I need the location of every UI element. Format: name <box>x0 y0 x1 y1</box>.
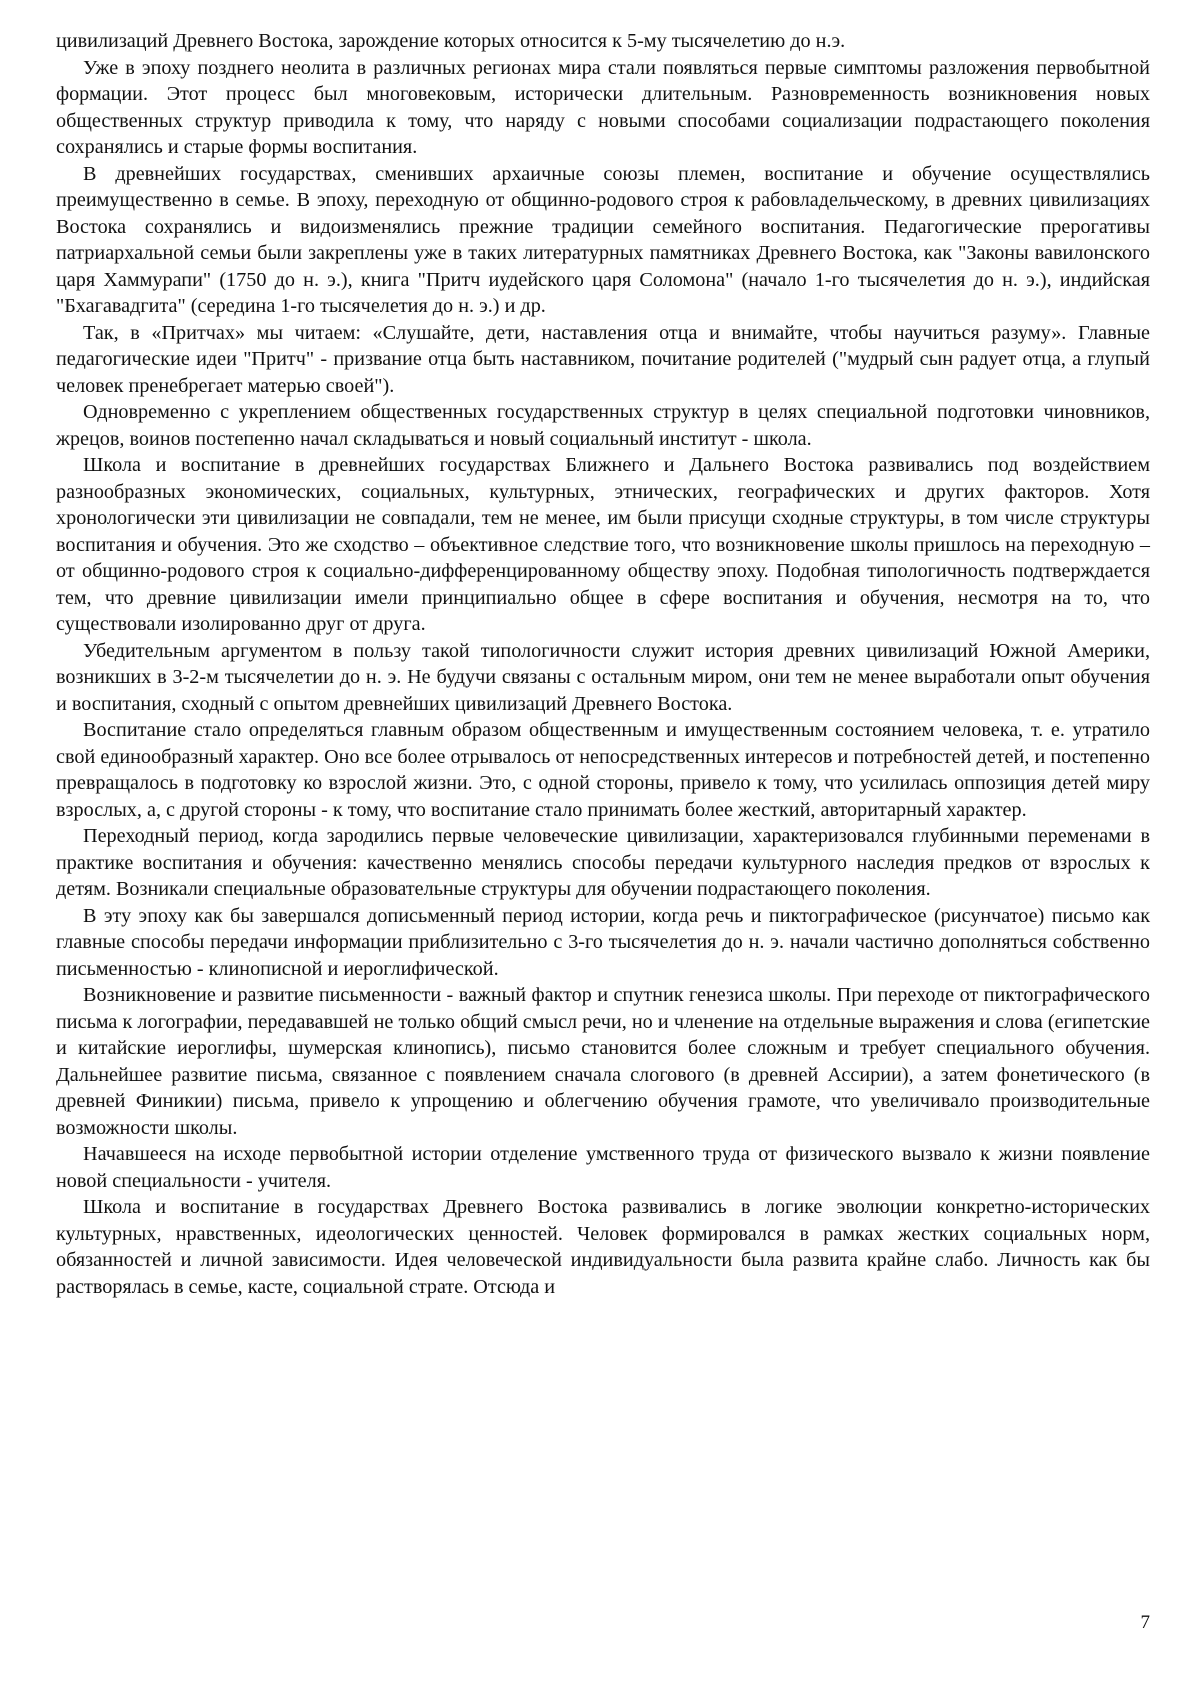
paragraph: Убедительным аргументом в пользу такой типологичности служит история древних цивилизаций Южной Америки, возникших в 3-2-м тысячелетии до н. э. Не будучи связаны с остальным миром, они тем не менее выработали опыт обучения и воспитания, сходный с опытом древнейших цивилизаций Древнего Востока. <box>56 639 1150 715</box>
paragraph: Возникновение и развитие письменности - важный фактор и спутник генезиса школы. При переходе от пиктографического письма к логографии, передававшей не только общий смысл речи, но и членение на отдельные выражения и слова (египетские и китайские иероглифы, шумерская клинопись), письмо становится более сложным и требует специального обучения. Дальнейшее развитие письма, связанное с появлением сначала слогового (в древней Ассирии), а затем фонетического (в древней Финикии) письма, привело к упрощению и облегчению обучения грамоте, что увеличивало производительные возможности школы. <box>56 984 1150 1139</box>
page-number: 7 <box>1140 1612 1150 1633</box>
paragraph: Уже в эпоху позднего неолита в различных регионах мира стали появляться первые симптомы разложения первобытной формации. Этот процесс был многовековым, исторически длительным. Разновременность возникновения новых общественных структур приводила к тому, что наряду с новыми способами социализации подрастающего поколения сохранялись и старые формы воспитания. <box>56 56 1150 158</box>
paragraph: Школа и воспитание в государствах Древнего Востока развивались в логике эволюции конкретно-исторических культурных, нравственных, идеологических ценностей. Человек формировался в рамках жестких социальных норм, обязанностей и личной зависимости. Идея человеческой индивидуальности была развита крайне слабо. Личность как бы растворялась в семье, касте, социальной страте. Отсюда и <box>56 1196 1150 1298</box>
paragraph: Так, в «Притчах» мы читаем: «Слушайте, дети, наставления отца и внимайте, чтобы научиться разуму». Главные педагогические идеи "Притч" - призвание отца быть наставником, почитание родителей ("мудрый сын радует отца, а глупый человек пренебрегает матерью своей"). <box>56 321 1150 397</box>
paragraph: Школа и воспитание в древнейших государствах Ближнего и Дальнего Востока развивались под воздействием разнообразных экономических, социальных, культурных, этнических, географических и других факторов. Хотя хронологически эти цивилизации не совпадали, тем не менее, им были присущи сходные структуры, в том числе структуры воспитания и обучения. Это же сходство – объективное следствие того, что возникновение школы пришлось на переходную – от общинно-родового строя к социально-дифференцированному обществу эпоху. Подобная типологичность подтверждается тем, что древние цивилизации имели принципиально общее в сфере воспитания и обучения, несмотря на то, что существовали изолированно друг от друга. <box>56 454 1150 635</box>
paragraph-continuation: цивилизаций Древнего Востока, зарождение которых относится к 5-му тысячелетию до н.э. <box>56 30 846 52</box>
paragraph: В эту эпоху как бы завершался дописьменный период истории, когда речь и пиктографическое (рисунчатое) письмо как главные способы передачи информации приблизительно с 3-го тысячелетия до н. э. начали частично дополняться собственно письменностью - клинописной и иероглифической. <box>56 904 1150 980</box>
page-body <box>56 28 1150 1300</box>
paragraph: В древнейших государствах, сменивших архаичные союзы племен, воспитание и обучение осуществлялись преимущественно в семье. В эпоху, переходную от общинно-родового строя к рабовладельческому, в древних цивилизациях Востока сохранялись и видоизменялись прежние традиции семейного воспитания. Педагогические прерогативы патриархальной семьи были закреплены уже в таких литературных памятниках Древнего Востока, как "Законы вавилонского царя Хаммурапи" (1750 до н. э.), книга "Притч иудейского царя Соломона" (начало 1-го тысячелетия до н. э.), индийская "Бхагавадгита" (середина 1-го тысячелетия до н. э.) и др. <box>56 162 1150 317</box>
paragraph: Воспитание стало определяться главным образом общественным и имущественным состоянием человека, т. е. утратило свой единообразный характер. Оно все более отрывалось от непосредственных интересов и потребностей детей, и постепенно превращалось в подготовку ко взрослой жизни. Это, с одной стороны, привело к тому, что усилилась оппозиция детей миру взрослых, а, с другой стороны - к тому, что воспитание стало принимать более жесткий, авторитарный характер. <box>56 719 1150 821</box>
paragraph: Переходный период, когда зародились первые человеческие цивилизации, характеризовался глубинными переменами в практике воспитания и обучения: качественно менялись способы передачи культурного наследия предков от взрослых к детям. Возникали специальные образовательные структуры для обучении подрастающего поколения. <box>56 825 1150 900</box>
paragraph: Начавшееся на исходе первобытной истории отделение умственного труда от физического вызвало к жизни появление новой специальности - учителя. <box>56 1143 1150 1192</box>
paragraph: Одновременно с укреплением общественных государственных структур в целях специальной подготовки чиновников, жрецов, воинов постепенно начал складываться и новый социальный институт - школа. <box>56 401 1150 450</box>
